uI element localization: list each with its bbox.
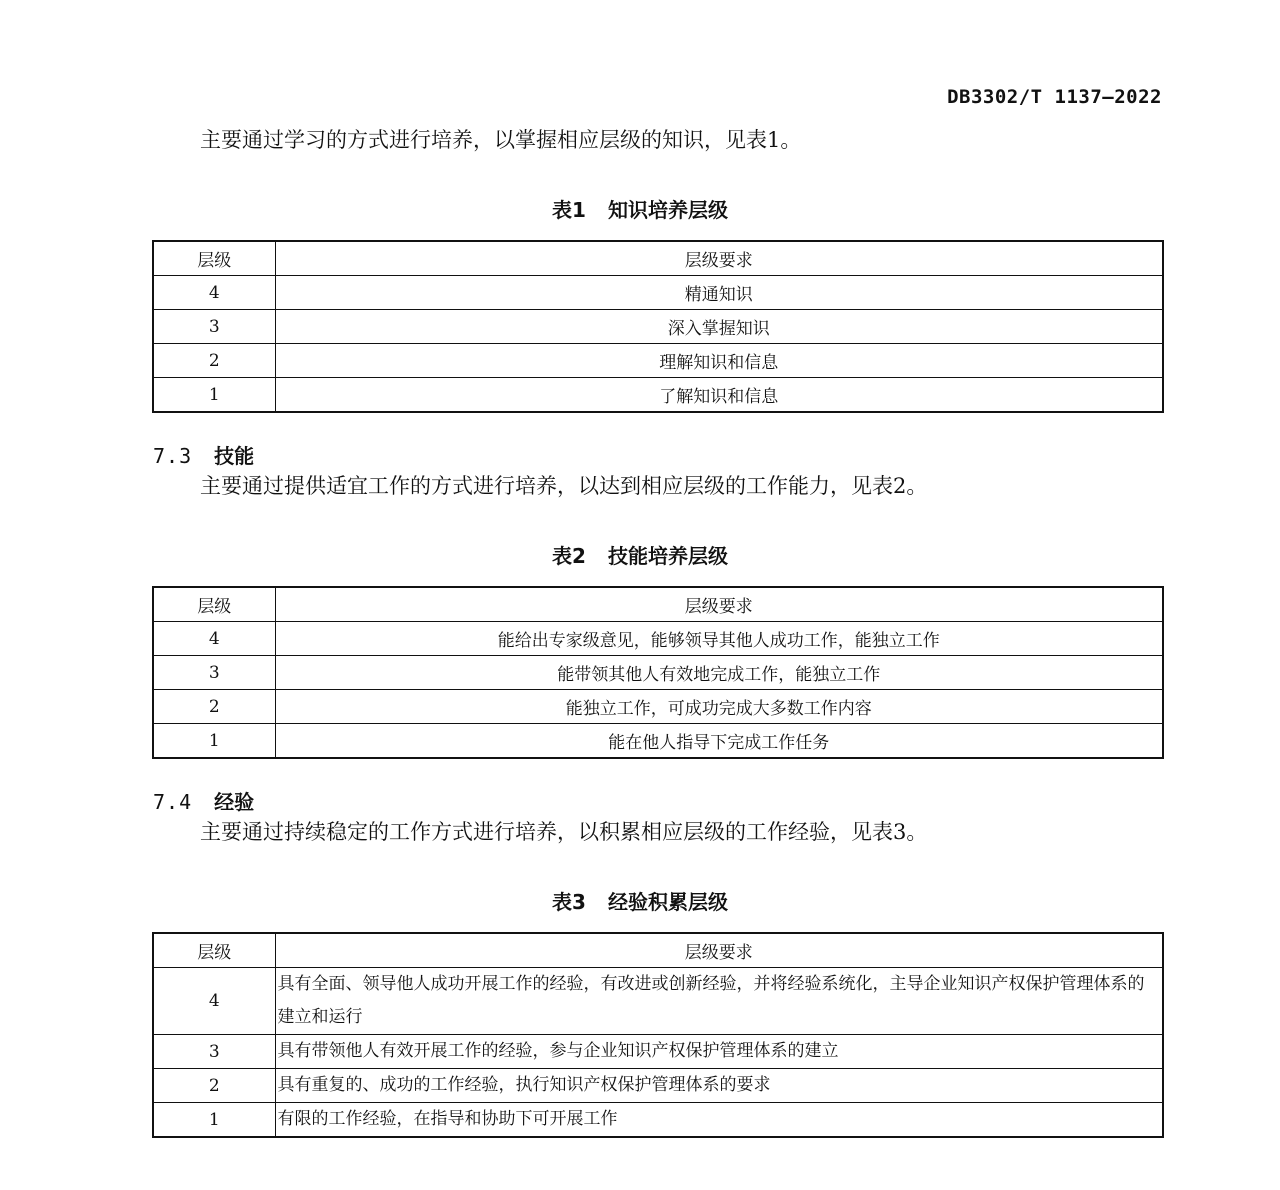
header-level: 层级	[153, 587, 275, 622]
cell-requirement: 深入掌握知识	[275, 310, 1163, 344]
cell-level: 2	[153, 690, 275, 724]
cell-requirement: 具有全面、领导他人成功开展工作的经验，有改进或创新经验，并将经验系统化，主导企业知识产权保护管理体系的建立和运行	[275, 968, 1163, 1035]
cell-level: 3	[153, 310, 275, 344]
table-row	[153, 690, 1163, 724]
table1-knowledge-levels	[152, 240, 1164, 413]
cell-requirement: 理解知识和信息	[275, 344, 1163, 378]
section-7-3-heading	[153, 440, 254, 469]
intro-paragraph: 主要通过学习的方式进行培养，以掌握相应层级的知识，见表1。	[200, 128, 802, 152]
table3-caption-number: 表3	[552, 890, 586, 914]
cell-requirement: 能在他人指导下完成工作任务	[275, 724, 1163, 759]
table-row	[153, 1035, 1163, 1069]
section-title: 技能	[214, 444, 255, 468]
cell-level: 1	[153, 724, 275, 759]
header-requirement: 层级要求	[275, 933, 1163, 968]
cell-level: 1	[153, 378, 275, 413]
section-7-3-paragraph: 主要通过提供适宜工作的方式进行培养，以达到相应层级的工作能力，见表2。	[200, 474, 928, 498]
cell-requirement: 能独立工作，可成功完成大多数工作内容	[275, 690, 1163, 724]
table-row	[153, 724, 1163, 759]
section-number: 7.3	[153, 444, 193, 468]
table-header-row	[153, 933, 1163, 968]
table-row	[153, 968, 1163, 1035]
table-row	[153, 656, 1163, 690]
table3-caption	[0, 886, 1280, 915]
table1-caption-number: 表1	[552, 198, 586, 222]
table-header-row	[153, 241, 1163, 276]
table1-caption	[0, 194, 1280, 223]
table1-caption-title: 知识培养层级	[607, 198, 728, 222]
cell-level: 3	[153, 1035, 275, 1069]
table-row	[153, 622, 1163, 656]
cell-requirement: 具有重复的、成功的工作经验，执行知识产权保护管理体系的要求	[275, 1069, 1163, 1103]
cell-requirement: 精通知识	[275, 276, 1163, 310]
section-number: 7.4	[153, 790, 193, 814]
table-row	[153, 310, 1163, 344]
cell-level: 4	[153, 622, 275, 656]
cell-level: 2	[153, 1069, 275, 1103]
table-row	[153, 1069, 1163, 1103]
section-7-4-paragraph: 主要通过持续稳定的工作方式进行培养，以积累相应层级的工作经验，见表3。	[200, 820, 928, 844]
cell-requirement: 能给出专家级意见，能够领导其他人成功工作，能独立工作	[275, 622, 1163, 656]
cell-level: 2	[153, 344, 275, 378]
header-level: 层级	[153, 241, 275, 276]
header-requirement: 层级要求	[275, 587, 1163, 622]
table-header-row	[153, 587, 1163, 622]
table-row	[153, 1103, 1163, 1138]
cell-level: 4	[153, 968, 275, 1035]
table2-skill-levels	[152, 586, 1164, 759]
cell-requirement: 有限的工作经验，在指导和协助下可开展工作	[275, 1103, 1163, 1138]
section-7-4-heading	[153, 786, 254, 815]
table3-experience-levels	[152, 932, 1164, 1138]
section-title: 经验	[214, 790, 255, 814]
table-row	[153, 378, 1163, 413]
table-row	[153, 276, 1163, 310]
cell-level: 4	[153, 276, 275, 310]
header-requirement: 层级要求	[275, 241, 1163, 276]
cell-requirement: 具有带领他人有效开展工作的经验，参与企业知识产权保护管理体系的建立	[275, 1035, 1163, 1069]
cell-level: 3	[153, 656, 275, 690]
cell-requirement: 了解知识和信息	[275, 378, 1163, 413]
cell-level: 1	[153, 1103, 275, 1138]
table2-caption-number: 表2	[552, 544, 586, 568]
table3-caption-title: 经验积累层级	[607, 890, 728, 914]
cell-requirement: 能带领其他人有效地完成工作，能独立工作	[275, 656, 1163, 690]
header-level: 层级	[153, 933, 275, 968]
table2-caption-title: 技能培养层级	[607, 544, 728, 568]
document-code: DB3302/T 1137—2022	[947, 86, 1162, 108]
table-row	[153, 344, 1163, 378]
table2-caption	[0, 540, 1280, 569]
